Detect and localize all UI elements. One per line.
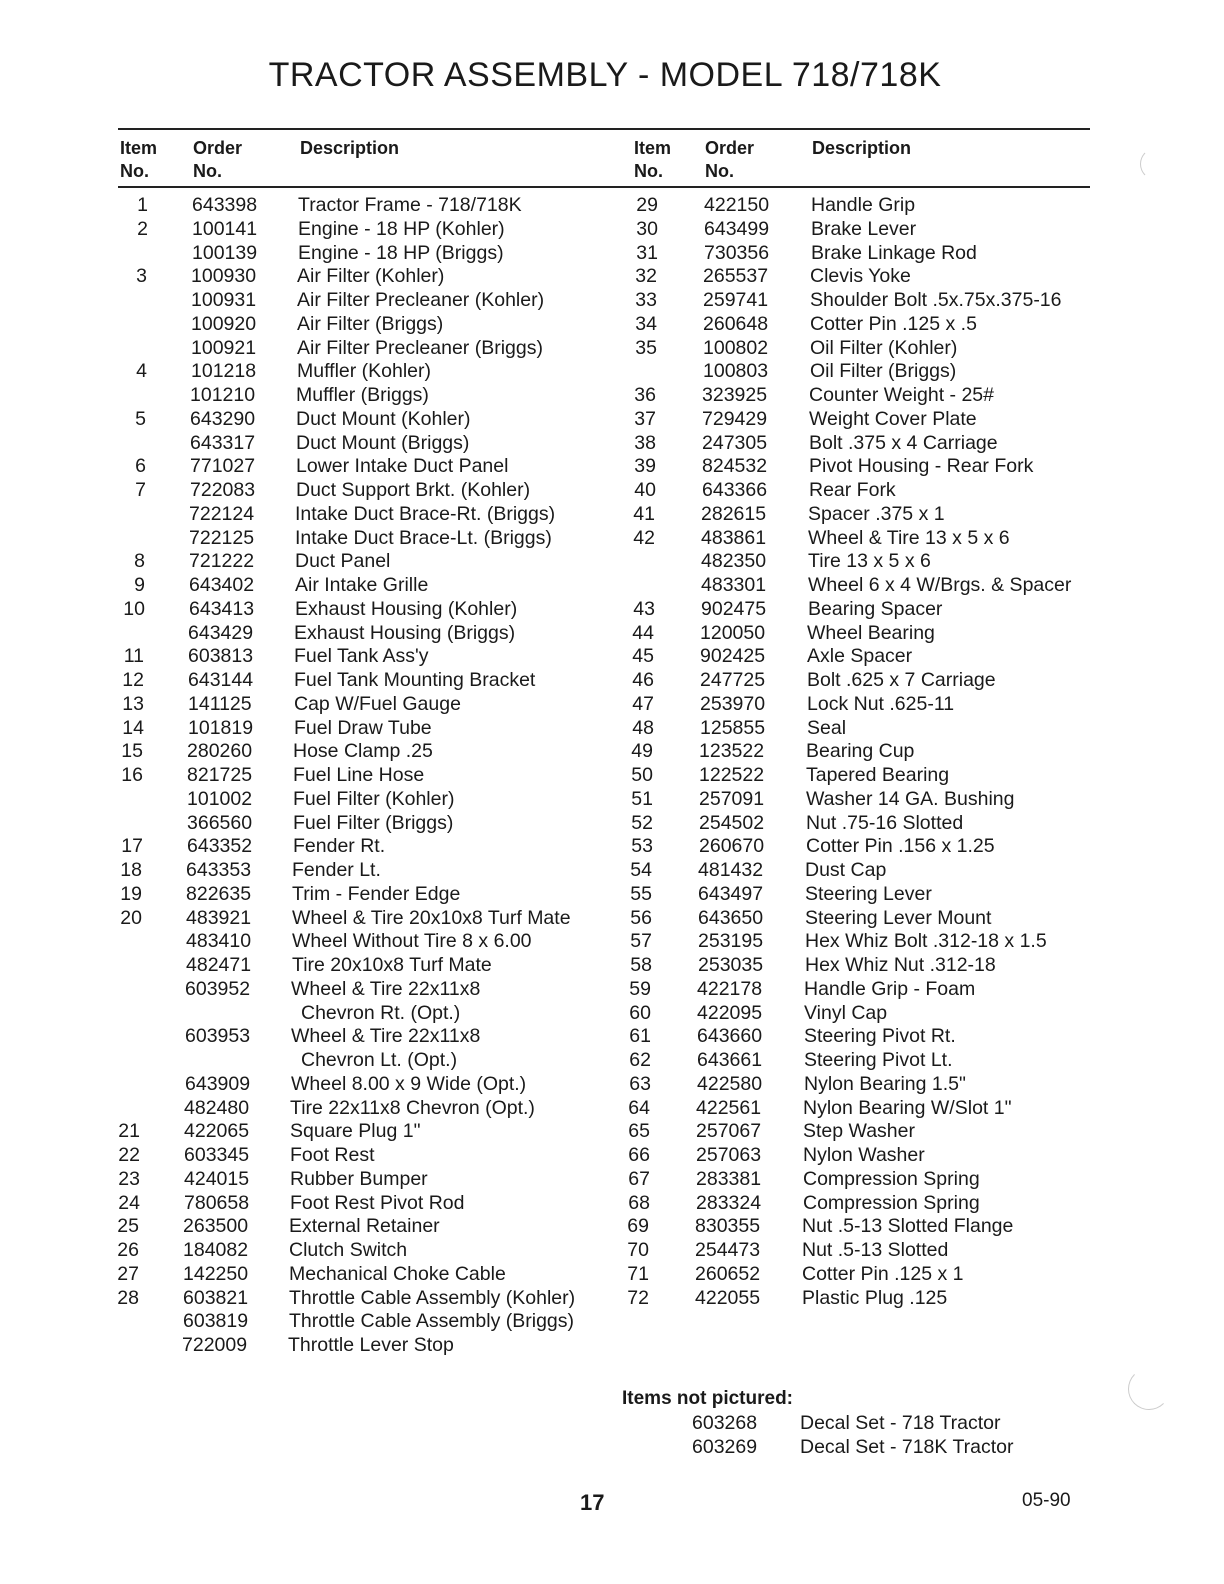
- part-description: Intake Duct Brace-Lt. (Briggs): [295, 526, 552, 549]
- order-number: 483301: [701, 574, 767, 596]
- part-description: Duct Mount (Briggs): [296, 431, 470, 454]
- order-number: 603821: [183, 1286, 249, 1309]
- part-description: Counter Weight - 25#: [809, 384, 994, 406]
- order-number: 722009: [182, 1334, 248, 1356]
- order-number: 643144: [188, 669, 254, 691]
- order-number: 643429: [188, 621, 254, 644]
- order-number: 730356: [704, 241, 770, 264]
- part-description: Rear Fork: [809, 479, 896, 501]
- order-number: 643413: [189, 597, 255, 620]
- part-description: Nylon Bearing 1.5": [804, 1072, 966, 1095]
- part-description: Cotter Pin .156 x 1.25: [806, 835, 995, 858]
- part-description: Intake Duct Brace-Rt. (Briggs): [295, 502, 556, 525]
- order-number: 257063: [696, 1144, 762, 1166]
- order-number: 120050: [700, 621, 766, 644]
- item-number: 15: [121, 740, 143, 763]
- order-number: 603819: [183, 1310, 249, 1333]
- order-number: 254473: [695, 1239, 761, 1261]
- part-description: Lower Intake Duct Panel: [296, 455, 509, 478]
- item-number: 72: [627, 1286, 649, 1309]
- order-number: 101210: [190, 384, 256, 406]
- part-description: Tapered Bearing: [806, 764, 950, 786]
- header-item-no-left: Item No.: [120, 138, 158, 181]
- order-number: 366560: [187, 811, 253, 834]
- items-not-pictured-title: Items not pictured:: [622, 1388, 794, 1409]
- item-number: 6: [135, 455, 146, 478]
- order-number: 771027: [190, 455, 256, 478]
- part-description: Bolt .625 x 7 Carriage: [807, 669, 996, 691]
- order-number: 643650: [698, 906, 764, 929]
- item-number: 43: [633, 597, 655, 620]
- order-number: 260652: [695, 1262, 761, 1285]
- order-number: 123522: [699, 740, 765, 763]
- order-number: 722083: [190, 479, 256, 501]
- order-number: 260648: [703, 312, 769, 335]
- order-number: 253035: [698, 954, 764, 976]
- part-description: Tire 20x10x8 Turf Mate: [292, 954, 492, 976]
- item-number: 10: [123, 597, 145, 620]
- order-number: 100930: [191, 265, 257, 288]
- order-number: 483921: [186, 906, 252, 929]
- item-number: 58: [630, 954, 652, 976]
- item-number: 44: [632, 621, 654, 644]
- item-number: 16: [121, 764, 143, 786]
- scan-mark: [1140, 148, 1172, 180]
- part-description: Tire 22x11x8 Chevron (Opt.): [290, 1096, 535, 1119]
- part-description: Bearing Cup: [806, 740, 915, 763]
- part-description: Engine - 18 HP (Kohler): [298, 217, 505, 240]
- item-number: 54: [630, 859, 652, 881]
- order-number: 821725: [187, 764, 253, 786]
- part-description: Rubber Bumper: [290, 1167, 428, 1190]
- order-number: 643661: [697, 1049, 763, 1071]
- order-number: 603345: [184, 1144, 250, 1166]
- order-number: 422095: [697, 1001, 763, 1024]
- part-description: Hex Whiz Nut .312-18: [805, 954, 996, 976]
- item-number: 52: [631, 811, 653, 834]
- order-number: 643317: [190, 431, 256, 454]
- part-description: Air Filter Precleaner (Briggs): [297, 336, 543, 359]
- item-number: 32: [635, 265, 657, 288]
- part-description: Oil Filter (Kohler): [810, 336, 958, 359]
- item-number: 40: [634, 479, 656, 501]
- item-number: 9: [134, 574, 145, 596]
- part-description: Bearing Spacer: [808, 597, 943, 620]
- item-number: 4: [136, 360, 147, 383]
- part-description: Fuel Filter (Kohler): [293, 787, 455, 810]
- item-number: 53: [631, 835, 653, 858]
- order-number: 122522: [699, 764, 765, 786]
- part-description: Clevis Yoke: [810, 265, 911, 288]
- header-bottom-rule: [118, 186, 1090, 188]
- part-description: Oil Filter (Briggs): [810, 360, 957, 383]
- order-number: 283324: [696, 1191, 762, 1214]
- order-number: 643660: [697, 1025, 763, 1048]
- order-number: 100920: [191, 312, 257, 335]
- header-item-no-right: Item No.: [634, 138, 672, 181]
- item-number: 42: [633, 526, 655, 549]
- order-number: 100141: [192, 217, 258, 240]
- order-number: 422561: [696, 1096, 762, 1119]
- item-number: 24: [118, 1191, 140, 1214]
- item-number: 8: [134, 550, 145, 573]
- item-number: 38: [634, 431, 656, 454]
- part-description: Pivot Housing - Rear Fork: [809, 455, 1034, 478]
- part-description: Wheel 8.00 x 9 Wide (Opt.): [291, 1072, 527, 1095]
- item-number: 19: [120, 882, 142, 905]
- item-number: 49: [631, 740, 653, 763]
- item-number: 67: [628, 1167, 650, 1190]
- part-description: Clutch Switch: [289, 1239, 408, 1261]
- order-number: 643366: [702, 479, 768, 501]
- order-number: 101218: [191, 360, 257, 383]
- item-number: 39: [634, 455, 656, 478]
- part-description: Handle Grip: [811, 194, 916, 216]
- order-number: 722124: [189, 502, 255, 525]
- order-number: 265537: [703, 265, 769, 288]
- part-description: Engine - 18 HP (Briggs): [298, 241, 504, 264]
- part-description: Nylon Bearing W/Slot 1": [803, 1096, 1012, 1119]
- item-number: 69: [627, 1215, 649, 1238]
- order-number: 482480: [184, 1096, 250, 1119]
- item-number: 25: [117, 1215, 139, 1238]
- part-description: Hose Clamp .25: [293, 740, 433, 763]
- part-description: Square Plug 1": [290, 1120, 421, 1143]
- header-order-no-left: Order No.: [193, 138, 243, 181]
- order-number: 822635: [186, 882, 252, 905]
- item-number: 55: [630, 882, 652, 905]
- order-number: 254502: [699, 811, 765, 834]
- order-number: 643402: [189, 574, 255, 596]
- order-number: 482350: [701, 550, 767, 573]
- page-date: 05-90: [1022, 1490, 1071, 1511]
- item-number: 33: [635, 289, 657, 311]
- part-description: Duct Mount (Kohler): [296, 407, 471, 430]
- part-description: Air Filter Precleaner (Kohler): [297, 289, 545, 311]
- order-number: 323925: [702, 384, 768, 406]
- part-description: Axle Spacer: [807, 645, 913, 668]
- part-description: Fuel Filter (Briggs): [293, 811, 454, 834]
- part-description: Fender Rt.: [293, 835, 386, 858]
- part-description: Weight Cover Plate: [809, 407, 977, 430]
- part-description: Foot Rest: [290, 1144, 375, 1166]
- order-number: 253970: [700, 692, 766, 715]
- part-description: Chevron Rt. (Opt.): [301, 1001, 461, 1024]
- part-description: Spacer .375 x 1: [808, 502, 945, 525]
- page-number: 17: [580, 1490, 605, 1515]
- part-description: Tire 13 x 5 x 6: [808, 550, 931, 573]
- item-number: 47: [632, 692, 654, 715]
- item-number: 17: [121, 835, 143, 858]
- header-description-left: Description: [300, 138, 400, 158]
- order-number: 142250: [183, 1262, 249, 1285]
- order-number: 422580: [697, 1072, 763, 1095]
- part-description: Step Washer: [803, 1120, 915, 1143]
- item-number: 46: [632, 669, 654, 691]
- order-number: 259741: [703, 289, 769, 311]
- part-description: Trim - Fender Edge: [292, 882, 461, 905]
- item-number: 61: [629, 1025, 651, 1048]
- order-number: 247725: [700, 669, 766, 691]
- order-number: 902475: [701, 597, 767, 620]
- item-number: 36: [634, 384, 656, 406]
- item-number: 18: [120, 859, 142, 881]
- part-description: Wheel & Tire 22x11x8: [291, 977, 481, 1000]
- item-number: 12: [122, 669, 144, 691]
- order-number: 282615: [701, 502, 767, 525]
- part-description: Vinyl Cap: [804, 1001, 888, 1024]
- order-number: 257067: [696, 1120, 762, 1143]
- page-title: TRACTOR ASSEMBLY - MODEL 718/718K: [268, 56, 942, 94]
- item-number: 37: [634, 407, 656, 430]
- part-description: Air Filter (Briggs): [297, 312, 444, 335]
- part-description: Steering Pivot Lt.: [804, 1049, 953, 1071]
- part-description: Muffler (Briggs): [296, 384, 429, 406]
- item-number: 13: [122, 692, 144, 715]
- part-description: Shoulder Bolt .5x.75x.375-16: [810, 289, 1062, 311]
- part-description: Air Intake Grille: [295, 574, 429, 596]
- order-number: 721222: [189, 550, 255, 573]
- order-number: 603269: [692, 1435, 758, 1458]
- part-description: Cotter Pin .125 x 1: [802, 1262, 964, 1285]
- item-number: 20: [120, 906, 142, 929]
- item-number: 11: [123, 645, 144, 668]
- item-number: 30: [636, 217, 658, 240]
- item-number: 56: [630, 906, 652, 929]
- order-number: 722125: [189, 526, 255, 549]
- part-description: Brake Lever: [811, 217, 917, 240]
- part-description: Throttle Lever Stop: [288, 1334, 454, 1356]
- part-description: Fuel Tank Mounting Bracket: [294, 669, 536, 691]
- order-number: 483410: [186, 930, 252, 953]
- item-number: 45: [632, 645, 654, 668]
- order-number: 100802: [703, 336, 769, 359]
- header-top-rule: [118, 128, 1090, 130]
- part-description: Wheel & Tire 20x10x8 Turf Mate: [292, 906, 571, 929]
- order-number: 643352: [187, 835, 253, 858]
- item-number: 65: [628, 1120, 650, 1143]
- item-number: 59: [629, 977, 651, 1000]
- item-number: 66: [628, 1144, 650, 1166]
- item-number: 62: [629, 1049, 651, 1071]
- part-description: Wheel Bearing: [807, 621, 935, 644]
- item-number: 41: [633, 502, 655, 525]
- part-description: Washer 14 GA. Bushing: [806, 787, 1015, 810]
- item-number: 48: [632, 716, 654, 739]
- order-number: 780658: [184, 1191, 250, 1214]
- part-description: Fuel Tank Ass'y: [294, 645, 429, 668]
- part-description: Steering Pivot Rt.: [804, 1025, 956, 1048]
- part-description: Fender Lt.: [292, 859, 381, 881]
- item-number: 50: [631, 764, 653, 786]
- order-number: 100931: [191, 289, 257, 311]
- part-description: Fuel Line Hose: [293, 764, 425, 786]
- part-description: Compression Spring: [803, 1191, 980, 1214]
- part-description: Duct Panel: [295, 550, 391, 573]
- order-number: 603953: [185, 1025, 251, 1048]
- part-description: Brake Linkage Rod: [811, 241, 977, 264]
- part-description: Throttle Cable Assembly (Kohler): [289, 1286, 576, 1309]
- order-number: 422150: [704, 194, 770, 216]
- part-description: Exhaust Housing (Kohler): [295, 597, 518, 620]
- part-description: Mechanical Choke Cable: [289, 1262, 506, 1285]
- part-description: Wheel 6 x 4 W/Brgs. & Spacer: [808, 574, 1072, 596]
- item-number: 3: [136, 265, 147, 288]
- order-number: 603952: [185, 977, 251, 1000]
- order-number: 902425: [700, 645, 766, 668]
- item-number: 51: [631, 787, 653, 810]
- part-description: Wheel & Tire 13 x 5 x 6: [808, 526, 1010, 549]
- item-number: 60: [629, 1001, 651, 1024]
- order-number: 643909: [185, 1072, 251, 1095]
- part-description: Nut .5-13 Slotted Flange: [802, 1215, 1014, 1238]
- part-description: Cap W/Fuel Gauge: [294, 692, 461, 715]
- order-number: 824532: [702, 455, 768, 478]
- part-description: Fuel Draw Tube: [294, 716, 432, 739]
- order-number: 125855: [700, 716, 766, 739]
- part-description: Seal: [807, 716, 847, 739]
- item-number: 27: [117, 1262, 139, 1285]
- order-number: 830355: [695, 1215, 761, 1238]
- part-description: Handle Grip - Foam: [804, 977, 976, 1000]
- part-description: Cotter Pin .125 x .5: [810, 312, 977, 335]
- part-description: Lock Nut .625-11: [807, 692, 955, 715]
- item-number: 29: [636, 194, 658, 216]
- part-description: External Retainer: [289, 1215, 440, 1238]
- item-number: 71: [627, 1262, 649, 1285]
- item-number: 64: [628, 1096, 650, 1119]
- order-number: 247305: [702, 431, 768, 454]
- part-description: Hex Whiz Bolt .312-18 x 1.5: [805, 930, 1047, 953]
- item-number: 31: [636, 241, 658, 264]
- part-description: Wheel Without Tire 8 x 6.00: [292, 930, 532, 953]
- order-number: 280260: [187, 740, 253, 763]
- header-description-right: Description: [812, 138, 912, 158]
- item-number: 26: [117, 1239, 139, 1261]
- order-number: 603813: [188, 645, 254, 668]
- item-number: 23: [118, 1167, 140, 1190]
- part-description: Chevron Lt. (Opt.): [301, 1049, 458, 1071]
- part-description: Dust Cap: [805, 859, 887, 881]
- order-number: 100803: [703, 360, 769, 383]
- order-number: 100139: [192, 241, 258, 264]
- part-description: Plastic Plug .125: [802, 1286, 948, 1309]
- item-number: 21: [118, 1120, 140, 1143]
- item-number: 7: [135, 479, 146, 501]
- item-number: 5: [135, 407, 146, 430]
- order-number: 100921: [191, 336, 257, 359]
- part-description: Throttle Cable Assembly (Briggs): [289, 1310, 575, 1333]
- part-description: Air Filter (Kohler): [297, 265, 445, 288]
- part-description: Exhaust Housing (Briggs): [294, 621, 516, 644]
- item-number: 22: [118, 1144, 140, 1166]
- part-description: Decal Set - 718 Tractor: [800, 1412, 1001, 1434]
- part-description: Nylon Washer: [803, 1144, 925, 1166]
- header-order-no-right: Order No.: [705, 138, 755, 181]
- item-number: 57: [630, 930, 652, 953]
- part-description: Nut .75-16 Slotted: [806, 811, 964, 834]
- item-number: 1: [137, 194, 148, 216]
- item-number: 2: [137, 217, 148, 240]
- order-number: 260670: [699, 835, 765, 858]
- part-description: Steering Lever Mount: [805, 906, 992, 929]
- order-number: 422178: [697, 977, 763, 1000]
- item-number: 68: [628, 1191, 650, 1214]
- order-number: 422055: [695, 1286, 761, 1309]
- order-number: 643353: [186, 859, 252, 881]
- item-number: 70: [627, 1239, 649, 1261]
- order-number: 603268: [692, 1412, 758, 1434]
- scan-mark: [1128, 1368, 1170, 1410]
- order-number: 253195: [698, 930, 764, 953]
- order-number: 141125: [188, 692, 252, 715]
- part-description: Tractor Frame - 718/718K: [298, 194, 522, 216]
- order-number: 482471: [186, 954, 252, 976]
- part-description: Steering Lever: [805, 882, 932, 905]
- part-description: Decal Set - 718K Tractor: [800, 1435, 1014, 1458]
- order-number: 101819: [188, 716, 254, 739]
- part-description: Compression Spring: [803, 1167, 980, 1190]
- part-description: Foot Rest Pivot Rod: [290, 1191, 465, 1214]
- order-number: 643499: [704, 217, 770, 240]
- order-number: 101002: [187, 787, 253, 810]
- part-description: Wheel & Tire 22x11x8: [291, 1025, 481, 1048]
- order-number: 729429: [702, 407, 768, 430]
- order-number: 643497: [698, 882, 764, 905]
- item-number: 63: [629, 1072, 651, 1095]
- part-description: Nut .5-13 Slotted: [802, 1239, 949, 1261]
- order-number: 483861: [701, 526, 767, 549]
- part-description: Muffler (Kohler): [297, 360, 432, 383]
- order-number: 643290: [190, 407, 256, 430]
- part-description: Bolt .375 x 4 Carriage: [809, 431, 998, 454]
- order-number: 424015: [184, 1167, 250, 1190]
- item-number: 14: [122, 716, 144, 739]
- order-number: 283381: [696, 1167, 762, 1190]
- item-number: 34: [635, 312, 657, 335]
- order-number: 263500: [183, 1215, 249, 1238]
- order-number: 257091: [699, 787, 765, 810]
- order-number: 422065: [184, 1120, 250, 1143]
- order-number: 481432: [698, 859, 764, 881]
- part-description: Duct Support Brkt. (Kohler): [296, 479, 531, 501]
- order-number: 184082: [183, 1239, 249, 1261]
- order-number: 643398: [192, 194, 258, 216]
- item-number: 28: [117, 1286, 139, 1309]
- item-number: 35: [635, 336, 657, 359]
